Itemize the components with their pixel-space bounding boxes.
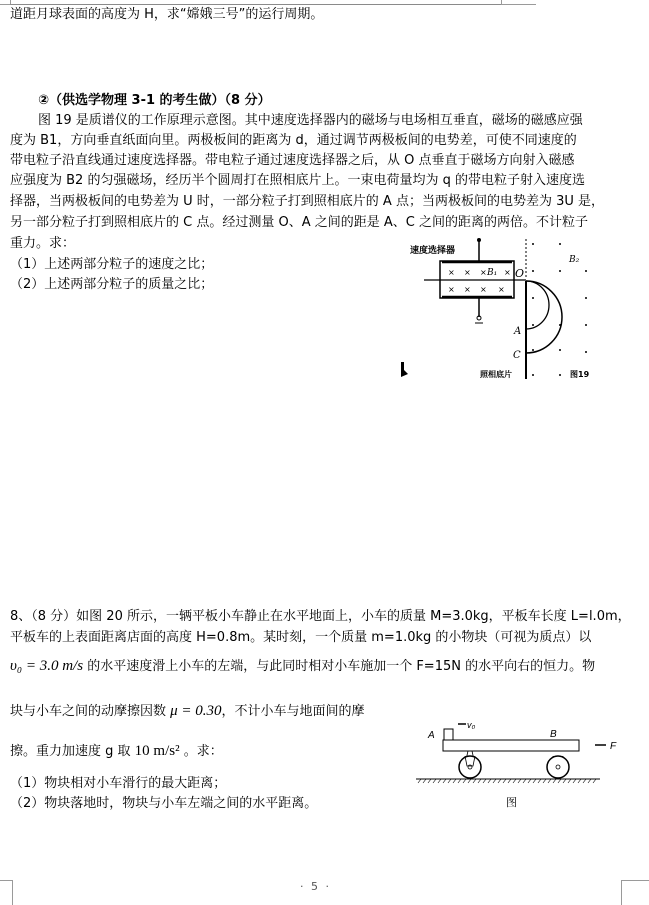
friction-coefficient-formula: μ = 0.30 [170, 703, 222, 719]
point-o-label: O [515, 267, 525, 280]
figure-caption: 图 [506, 796, 517, 809]
question-item: （1）上述两部分粒子的速度之比； [10, 257, 214, 272]
paragraph-line: 另一部分粒子打到照相底片的 C 点。经过测量 O、A 之间的距是 A、C 之间的距离的两倍。不计粒子 [10, 215, 588, 230]
block-a [444, 729, 453, 740]
film-label: 照相底片 [480, 370, 512, 379]
b1-label: B₁ [487, 268, 498, 278]
crop-mark-bottom-right [621, 880, 649, 905]
problem-8-line [10, 657, 595, 676]
svg-text:×: × [480, 268, 487, 277]
problem-8-text: 擦。重力加速度 g 取 [10, 744, 135, 759]
mass-spectrometer-figure [398, 237, 590, 382]
problem-8-line [10, 742, 223, 761]
problem-8-line: 平板车的上表面距离店面的高度 H=0.8m。某时刻，一个质量 m=1.0kg 的小物块（可视为质点）以 [10, 630, 592, 645]
crop-mark-bottom-left [0, 880, 13, 905]
point-c-label: C [513, 350, 521, 361]
paragraph-line: 重力。求： [10, 236, 76, 251]
page-number: · 5 · [300, 880, 331, 893]
question-item: （2）物块落地时，物块与小车左端之间的水平距离。 [10, 796, 318, 811]
problem-8-text: 。求： [179, 744, 223, 759]
page-top-border [10, 4, 501, 5]
continued-text-line: 道距月球表面的高度为 H，求“嫦娥三号”的运行周期。 [10, 7, 324, 22]
paragraph-line: 图 19 是质谱仪的工作原理示意图。其中速度选择器内的磁场与电场相互垂直，磁场的磁感应强 [38, 113, 583, 128]
paragraph-line: 度为 B1，方向垂直纸面向里。两极板间的距离为 d，通过调节两极板间的电势差，可使不同速度的 [10, 133, 577, 148]
svg-text:×: × [464, 268, 471, 277]
b2-label: B₂ [569, 255, 580, 265]
right-wheel [547, 756, 569, 778]
section-heading: ②（供选学物理 3-1 的考生做）（8 分） [38, 93, 271, 108]
problem-8-text: 的水平速度滑上小车的左端，与此同时相对小车施加一个 F=15N 的水平向右的恒力。物 [83, 659, 596, 674]
ground-hatching [418, 779, 596, 783]
svg-text:×: × [480, 285, 487, 294]
crop-mark-top-left [0, 0, 10, 5]
figure-19-label: 图19 [570, 370, 590, 379]
problem-8-text: 块与小车之间的动摩擦因数 [10, 704, 171, 719]
svg-text:×: × [464, 285, 471, 294]
problem-8-text: ，不计小车与地面间的摩 [221, 704, 365, 719]
label-v0: v₀ [467, 720, 476, 730]
paragraph-line: 带电粒子沿直线通过速度选择器。带电粒子通过速度选择器之后，从 O 点垂直于磁场方向射入磁感 [10, 153, 575, 168]
question-item: （1）物块相对小车滑行的最大距离； [10, 776, 227, 791]
initial-velocity-formula: υ₀ = 3.0 m/s [10, 658, 84, 674]
paragraph-line: 应强度为 B2 的匀强磁场，经历半个圆周打在照相底片上。一束电荷量均为 q 的带电粒子射入速度选 [10, 173, 585, 188]
label-b: B [550, 729, 557, 740]
paragraph-line: 择器，当两极板间的电势差为 U 时，一部分粒子打到照相底片的 A 点；当两极板间的电势差为 3U 是， [10, 194, 604, 209]
question-item: （2）上述两部分粒子的质量之比； [10, 277, 214, 292]
problem-8-line [10, 702, 365, 721]
label-f: F [610, 741, 617, 752]
svg-text:×: × [448, 268, 455, 277]
cart-platform [443, 740, 579, 751]
cart-figure [410, 720, 635, 812]
left-wheel [459, 751, 481, 778]
svg-text:×: × [498, 285, 505, 294]
point-a-label: A [514, 326, 522, 337]
label-a: A [428, 730, 435, 741]
problem-8-line: 8、（8 分）如图 20 所示，一辆平板小车静止在水平地面上，小车的质量 M=3.0kg，平板车长度 L=l.0m， [10, 609, 631, 624]
gravity-formula: 10 m/s² [134, 743, 180, 759]
velocity-selector-label: 速度选择器 [410, 246, 456, 256]
svg-text:×: × [448, 285, 455, 294]
crop-mark-top-right [501, 4, 536, 5]
svg-text:×: × [504, 268, 511, 277]
